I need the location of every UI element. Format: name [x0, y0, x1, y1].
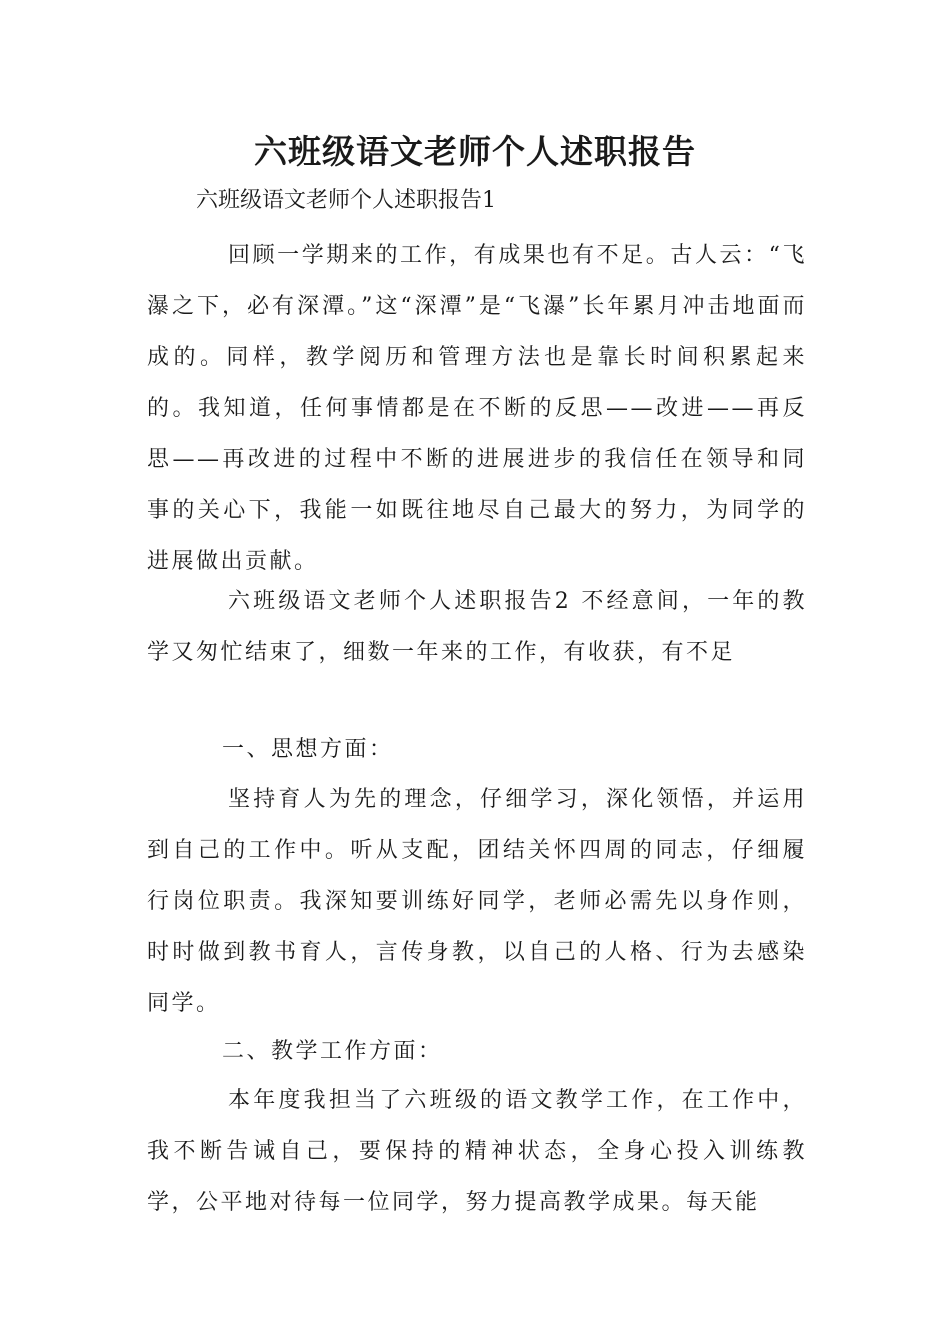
- section-heading-ideology: 一、思想方面：: [222, 737, 394, 762]
- paragraph-ideology: 坚持育人为先的理念，仔细学习，深化领悟，并运用到自己的工作中。听从支配，团结关怀四周的同志，仔细履行岗位职责。我深知要训练好同学，老师必需先以身作则，时时做到教书育人，言传身教，以自己的人格、行为去感染同学。: [147, 787, 807, 1016]
- paragraph-report-2-intro: 六班级语文老师个人述职报告2 不经意间，一年的教学又匆忙结束了，细数一年来的工作，有收获，有不足: [147, 589, 807, 665]
- paragraph-review: 回顾一学期来的工作，有成果也有不足。古人云：“飞瀑之下，必有深潭。”这“深潭”是“飞瀑”长年累月冲击地面而成的。同样，教学阅历和管理方法也是靠长时间积累起来的。我知道，任何事情都是在不断的反思——改进——再反思——再改进的过程中不断的进展进步的我信任在领导和同事的关心下，我能一如既往地尽自己最大的努力，为同学的进展做出贡献。: [147, 243, 807, 574]
- paragraph-teaching: 本年度我担当了六班级的语文教学工作，在工作中，我不断告诫自己，要保持的精神状态，全身心投入训练教学，公平地对待每一位同学，努力提高教学成果。每天能: [147, 1088, 807, 1215]
- document-title: 六班级语文老师个人述职报告: [254, 132, 696, 171]
- section-heading-teaching: 二、教学工作方面：: [222, 1039, 443, 1064]
- report-1-heading: 六班级语文老师个人述职报告1: [196, 188, 496, 213]
